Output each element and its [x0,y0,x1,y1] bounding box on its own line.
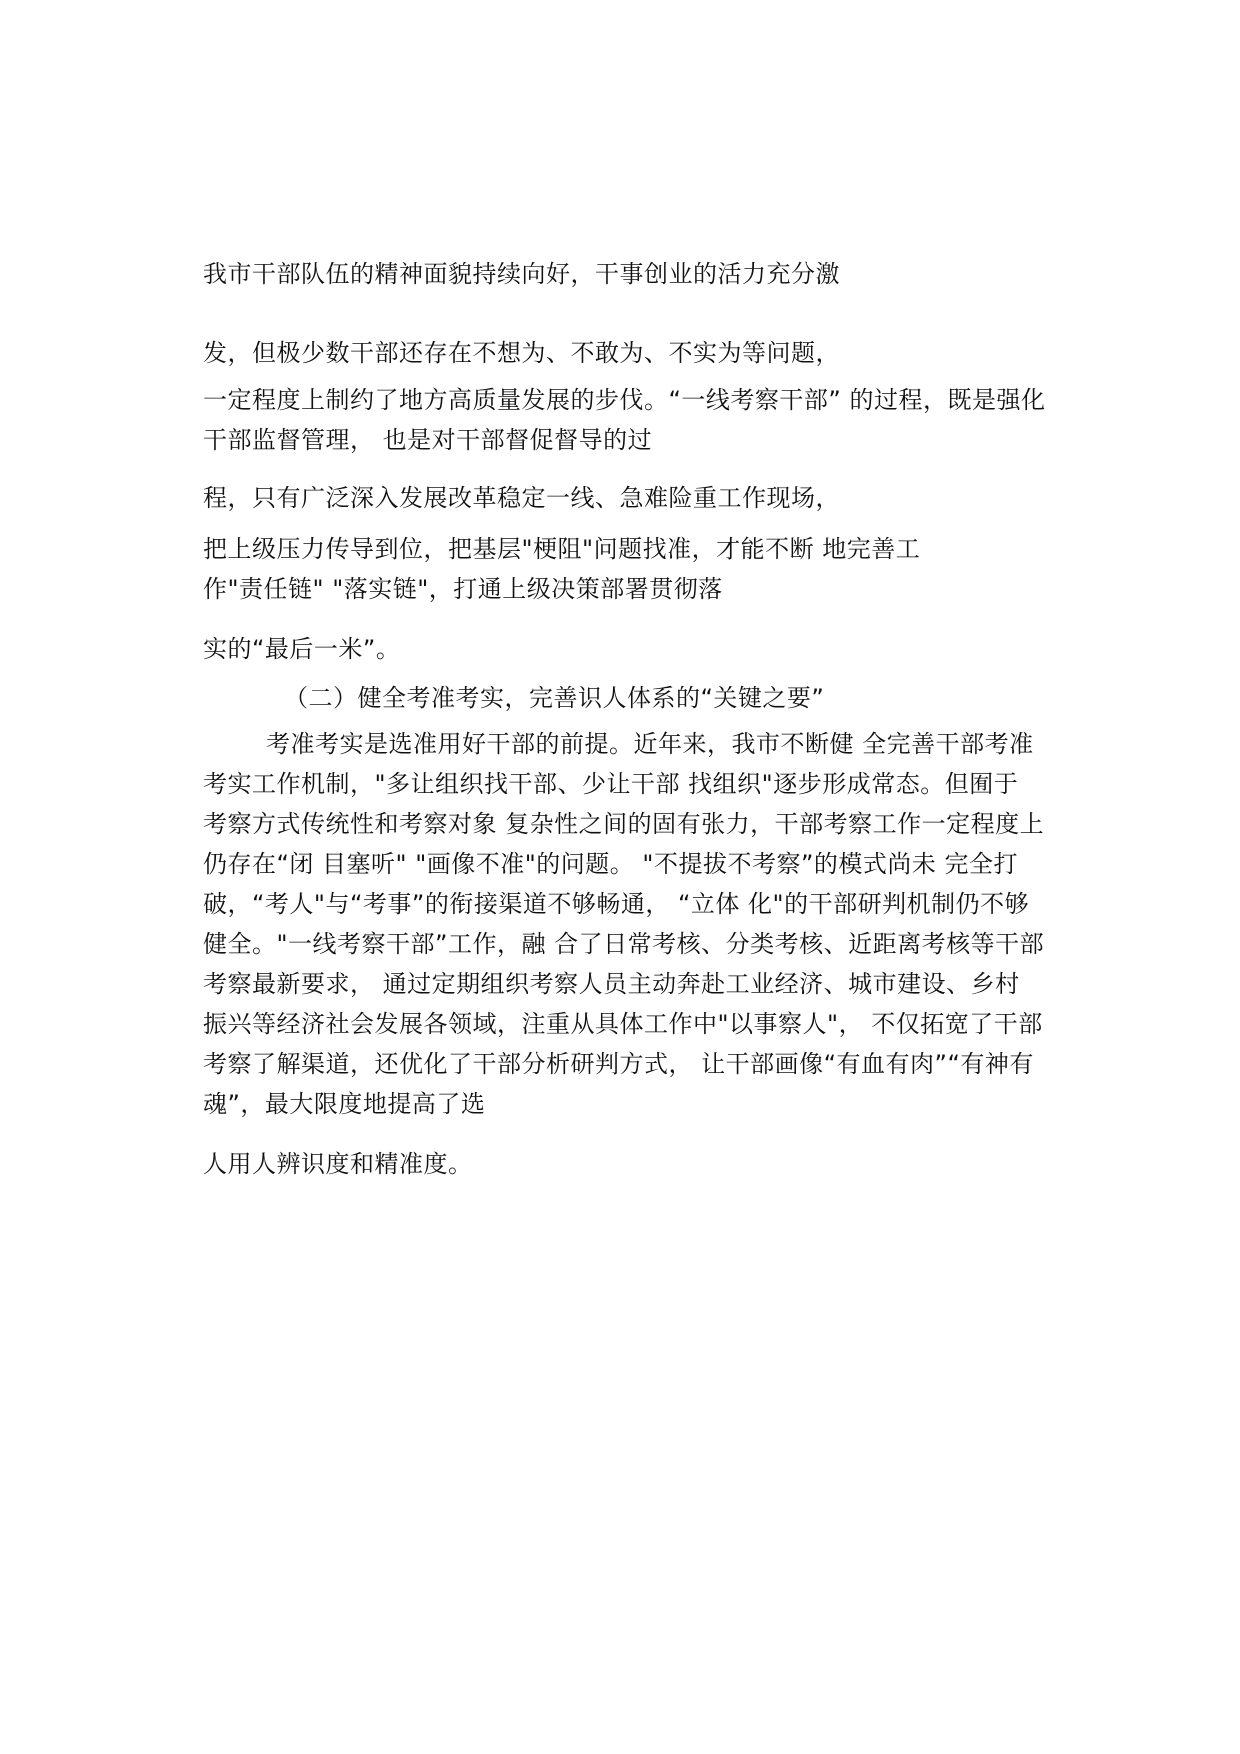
text-line: 我市干部队伍的精神面貌持续向好，干事创业的活力充分激 [203,260,840,288]
text-line: 考准考实是选准用好干部的前提。近年来，我市不断健 全完善干部考准 [266,730,1034,758]
text-line: 振兴等经济社会发展各领域，注重从具体工作中"以事察人"， 不仅拓宽了干部 [203,1010,1043,1038]
text-line: 考察了解渠道，还优化了干部分析研判方式， 让干部画像“有血有肉”“有神有 [203,1050,1034,1078]
section-heading: （二）健全考准考实，完善识人体系的“关键之要” [284,684,825,712]
text-line: 魂”，最大限度地提高了选 [203,1090,486,1118]
text-line: 考实工作机制，"多让组织找干部、少让干部 找组织"逐步形成常态。但囿于 [203,770,1019,798]
text-line: 破，“考人"与“考事”的衔接渠道不够畅通， “立体 化"的干部研判机制仍不够 [203,890,1030,918]
text-line: 把上级压力传导到位，把基层"梗阻"问题找准，才能不断 地完善工 [203,535,921,563]
text-line: 实的“最后一米”。 [203,635,401,663]
text-line: 干部监督管理， 也是对干部督促督导的过 [203,426,653,454]
text-line: 程，只有广泛深入发展改革稳定一线、急难险重工作现场， [203,484,840,512]
text-line: 人用人辨识度和精准度。 [203,1150,473,1178]
text-line: 健全。"一线考察干部”工作，融 合了日常考核、分类考核、近距离考核等干部 [203,930,1045,958]
text-line: 仍存在“闭 目塞听" "画像不准"的问题。 "不提拔不考察”的模式尚未 完全打 [203,850,1019,878]
text-line: 考察最新要求， 通过定期组织考察人员主动奔赴工业经济、城市建设、乡村 [203,970,1020,998]
text-line: 作"责任链" "落实链"，打通上级决策部署贯彻落 [203,575,723,603]
text-line: 发，但极少数干部还存在不想为、不敢为、不实为等问题， [203,339,840,367]
text-line: 一定程度上制约了地方高质量发展的步伐。“一线考察干部” 的过程，既是强化 [203,386,1046,414]
text-line: 考察方式传统性和考察对象 复杂性之间的固有张力，干部考察工作一定程度上 [203,810,1045,838]
